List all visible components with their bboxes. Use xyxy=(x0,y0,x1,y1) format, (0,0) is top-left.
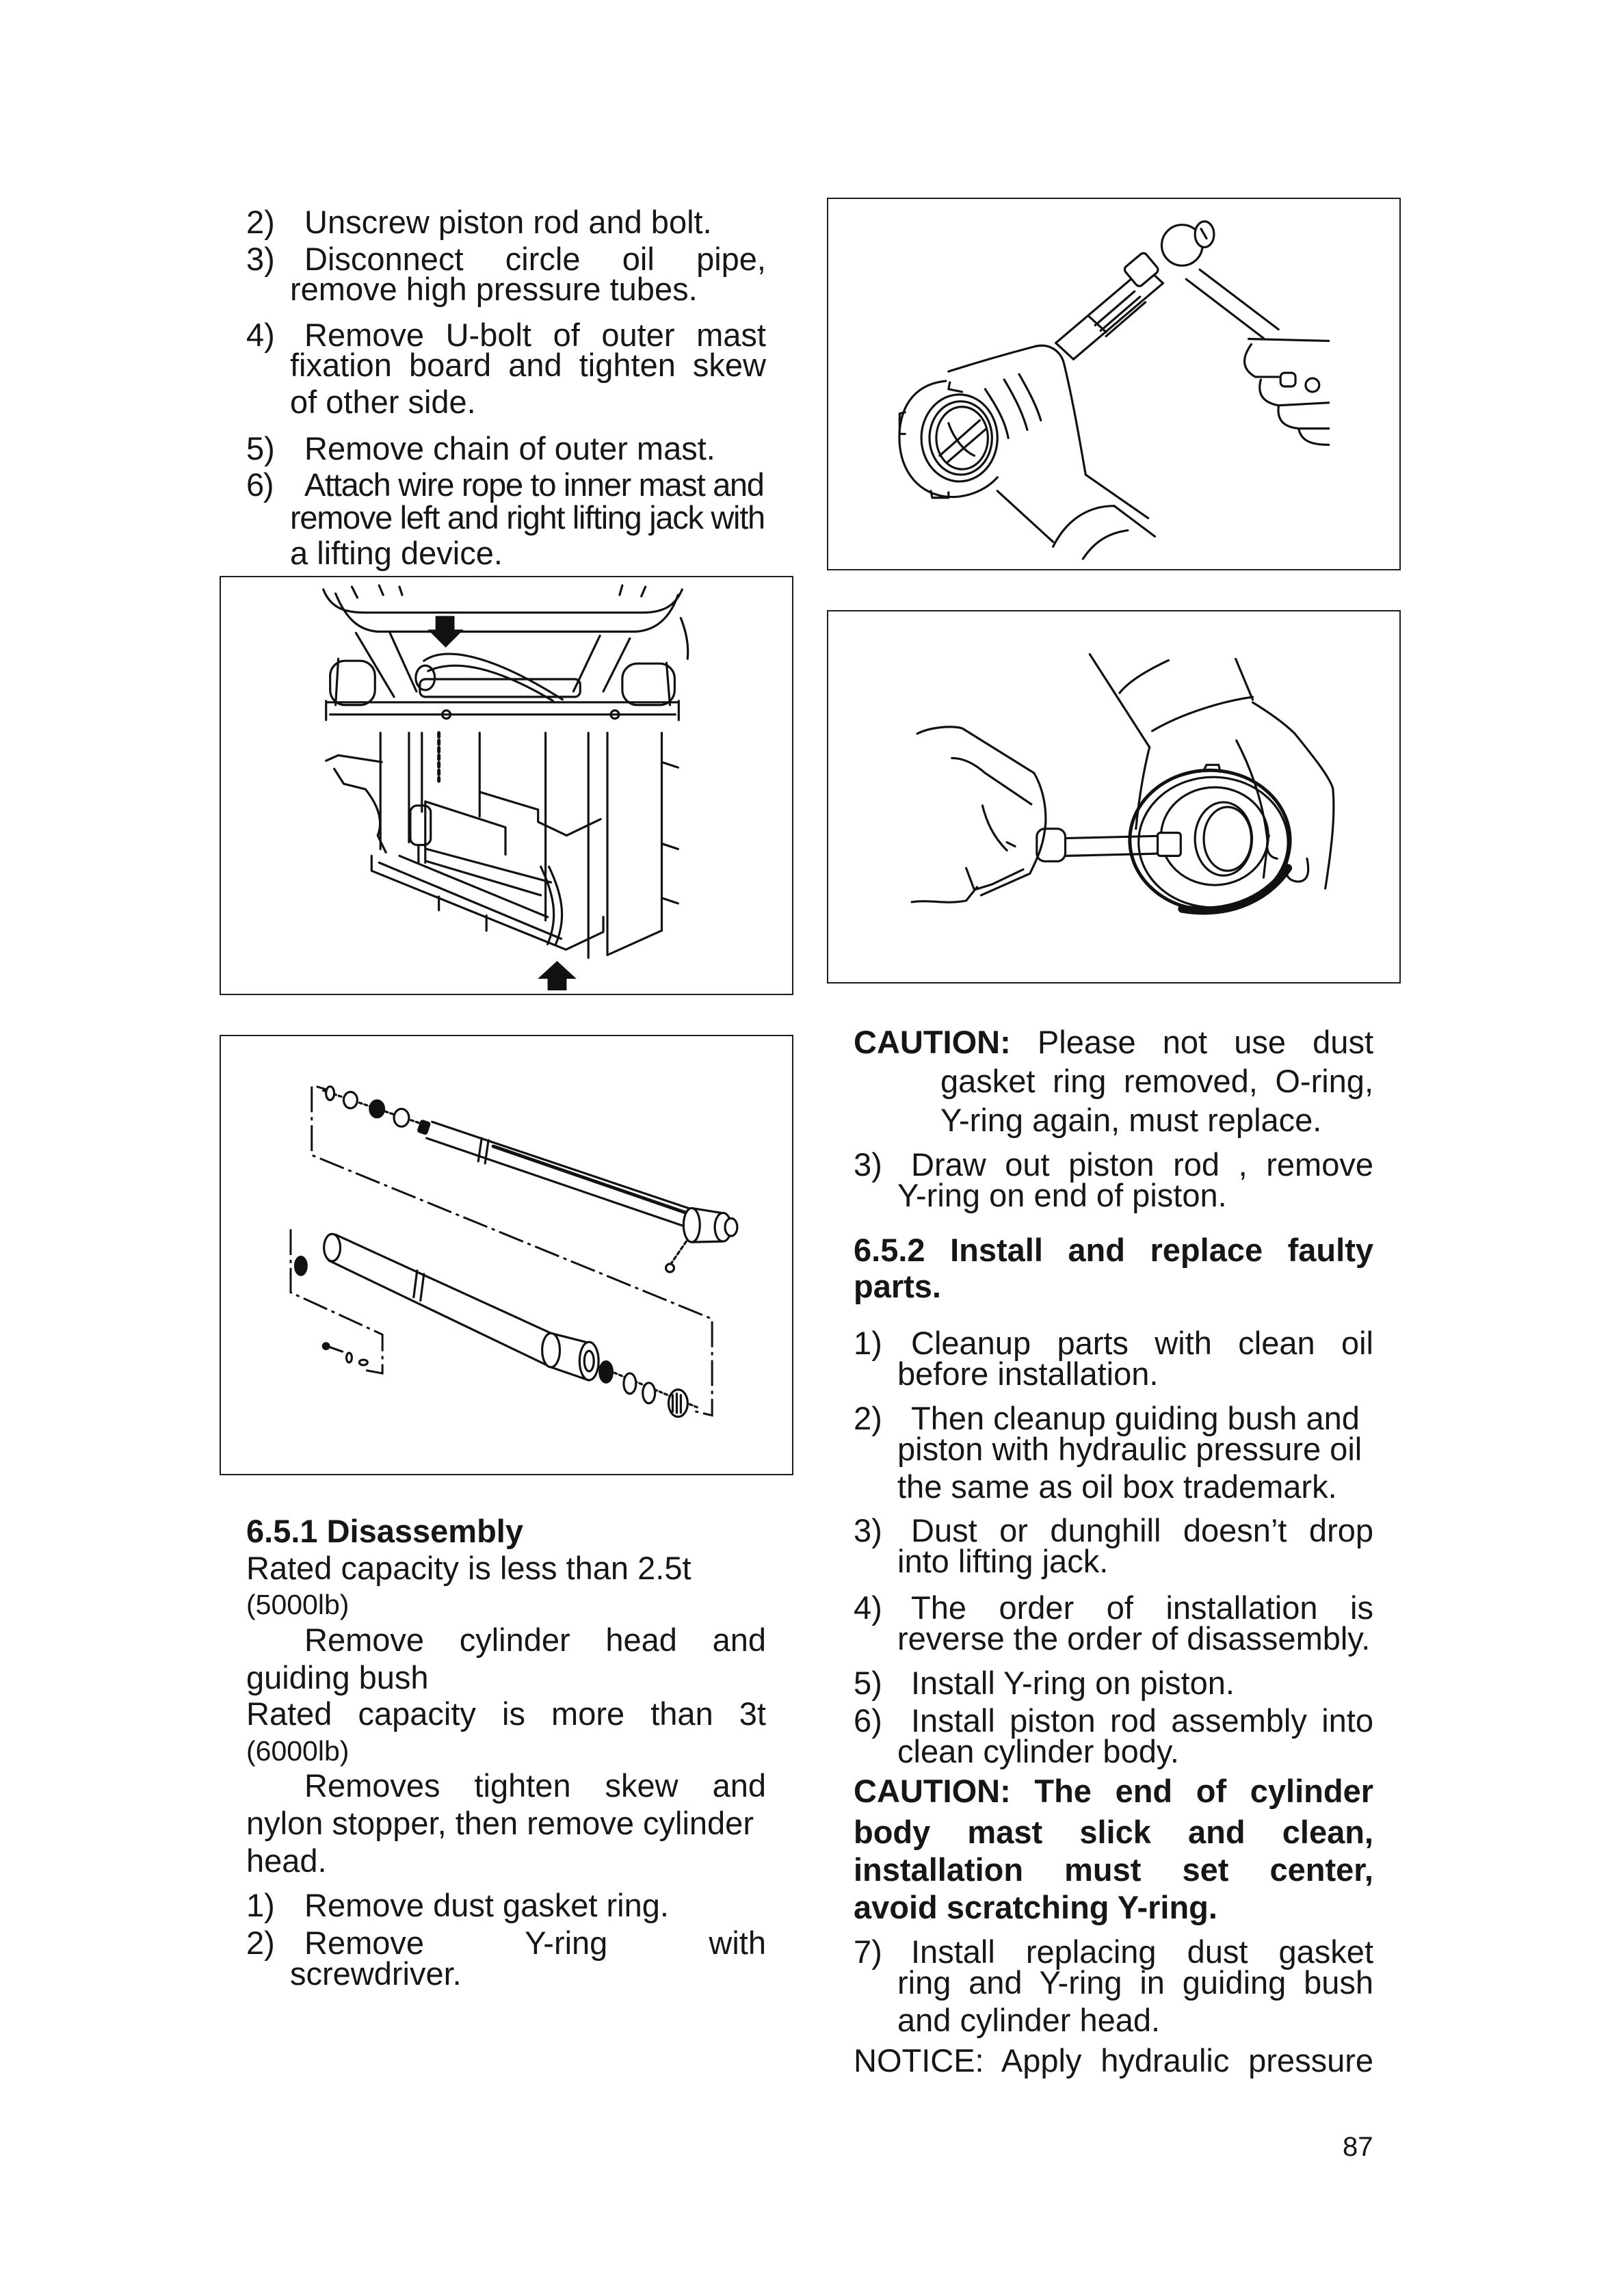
unit-text: (5000lb) xyxy=(246,1589,350,1620)
arrow-up-icon xyxy=(540,962,575,990)
notice-text: Apply hydraulic pressure xyxy=(1001,2042,1374,2079)
page-number: 87 xyxy=(1343,2132,1373,2162)
step-text: reverse the order of disassembly. xyxy=(897,1620,1371,1657)
step-3-continuation xyxy=(290,270,698,308)
mast-lifting-jack-illustration xyxy=(221,577,792,994)
step-6-continuation xyxy=(290,534,503,572)
step-text: Attach wire rope to inner mast and xyxy=(304,466,764,503)
step-text: the same as oil box trademark. xyxy=(897,1468,1337,1505)
caution-text: gasket ring removed, O-ring, xyxy=(940,1063,1373,1099)
section-heading-disassembly xyxy=(246,1512,523,1551)
caution-text: Please not use dust xyxy=(1037,1024,1373,1060)
caution-1-line xyxy=(854,1023,1373,1061)
wrench-cylinder-head-illustration xyxy=(828,199,1399,569)
step-text: ring and Y-ring in guiding bush xyxy=(897,1964,1373,2001)
install-step-1-continuation xyxy=(897,1355,1158,1393)
step-5-line xyxy=(246,430,715,468)
caution-text: Y-ring again, must replace. xyxy=(940,1102,1322,1138)
action-text: Removes tighten skew and xyxy=(304,1767,766,1804)
step-text: clean cylinder body. xyxy=(897,1733,1179,1769)
caution-text: body mast slick and clean, xyxy=(854,1814,1373,1850)
heading-text: 6.5.1 Disassembly xyxy=(246,1513,523,1549)
disassembly-step-1 xyxy=(246,1886,669,1925)
step-number: 2) xyxy=(246,204,275,240)
step-number: 3) xyxy=(854,1512,882,1548)
step-text: Cleanup parts with clean oil xyxy=(911,1325,1373,1361)
step-number: 5) xyxy=(246,430,275,466)
step-text: Install piston rod assembly into xyxy=(911,1702,1373,1739)
cylinder-exploded-illustration xyxy=(221,1036,792,1474)
step-text: Dust or dunghill doesn’t drop xyxy=(911,1512,1373,1548)
step-text: remove high pressure tubes. xyxy=(290,271,698,307)
step-number: 4) xyxy=(246,317,275,353)
step-number: 6) xyxy=(854,1702,882,1739)
install-step-7-continuation xyxy=(897,1964,1373,2002)
capacity-more-line xyxy=(246,1695,766,1733)
capacity-more-action xyxy=(246,1842,327,1880)
step-text: The order of installation is xyxy=(911,1589,1373,1626)
step-text: fixation board and tighten skew xyxy=(290,347,766,383)
capacity-text: Rated capacity is more than 3t xyxy=(246,1695,766,1732)
screwdriver-ring-illustration xyxy=(828,611,1399,982)
figure-mast-lifting-jack xyxy=(220,576,793,995)
section-heading-install xyxy=(854,1231,1373,1269)
step-text: Unscrew piston rod and bolt. xyxy=(304,204,712,240)
step-text: Remove chain of outer mast. xyxy=(304,430,715,466)
step-text: Then cleanup guiding bush and xyxy=(911,1400,1360,1436)
step-text: Draw out piston rod , remove xyxy=(911,1146,1373,1183)
step-number: 3) xyxy=(854,1146,882,1183)
step-number: 2) xyxy=(854,1400,882,1436)
install-step-5 xyxy=(854,1664,1235,1702)
step-4-continuation xyxy=(290,346,766,384)
capacity-more-action xyxy=(304,1767,766,1805)
notice-label: NOTICE: xyxy=(854,2042,984,2079)
capacity-less-action xyxy=(304,1621,766,1659)
install-step-3-continuation xyxy=(897,1542,1108,1581)
step-text: before installation. xyxy=(897,1356,1159,1392)
step-4-continuation xyxy=(290,383,476,421)
capacity-more-unit xyxy=(246,1732,349,1770)
step-text: Remove U-bolt of outer mast xyxy=(304,317,766,353)
caution-1-continuation xyxy=(940,1062,1373,1100)
figure-wrench-cylinder-head xyxy=(827,198,1401,570)
step-text: into lifting jack. xyxy=(897,1543,1109,1579)
step-6-continuation xyxy=(290,499,765,537)
figure-screwdriver-remove-ring xyxy=(827,610,1401,984)
disassembly-step-2-continuation xyxy=(290,1955,462,1993)
caution-text: avoid scratching Y-ring. xyxy=(854,1889,1217,1925)
arrow-down-icon xyxy=(430,617,462,647)
action-text: Remove cylinder head and xyxy=(304,1622,766,1658)
caution-text: installation must set center, xyxy=(854,1851,1373,1888)
heading-text: parts. xyxy=(854,1268,941,1304)
capacity-less-line xyxy=(246,1549,691,1587)
step-number: 7) xyxy=(854,1934,882,1970)
step-text: of other side. xyxy=(290,384,476,420)
step-text: Install Y-ring on piston. xyxy=(911,1665,1235,1701)
step-text: Disconnect circle oil pipe, xyxy=(304,241,766,277)
caution-label: CAUTION: xyxy=(854,1773,1011,1809)
step-number: 2) xyxy=(246,1925,275,1961)
step-text: and cylinder head. xyxy=(897,2002,1161,2038)
caution-2-line xyxy=(854,1772,1373,1810)
caution-label: CAUTION: xyxy=(854,1024,1011,1060)
step-number: 1) xyxy=(246,1887,275,1923)
step-number: 5) xyxy=(854,1665,882,1701)
step-text: Remove dust gasket ring. xyxy=(304,1887,669,1923)
caution-2-continuation xyxy=(854,1888,1217,1927)
step-text: Install replacing dust gasket xyxy=(911,1934,1373,1970)
step-2-line xyxy=(246,203,712,241)
action-text: nylon stopper, then remove cylinder xyxy=(246,1805,754,1841)
step-number: 3) xyxy=(246,241,275,277)
action-text: guiding bush xyxy=(246,1659,429,1695)
heading-text: 6.5.2 Install and replace faulty xyxy=(854,1232,1373,1268)
install-step-6-continuation xyxy=(897,1732,1179,1771)
install-step-2-continuation xyxy=(897,1468,1337,1506)
caution-1-continuation xyxy=(940,1101,1321,1139)
step-text: piston with hydraulic pressure oil xyxy=(897,1431,1362,1467)
step-text: screwdriver. xyxy=(290,1955,462,1992)
capacity-less-unit xyxy=(246,1585,349,1624)
install-step-2-continuation xyxy=(897,1430,1362,1468)
caution-2-continuation xyxy=(854,1851,1373,1889)
step-number: 6) xyxy=(246,466,274,503)
install-step-7-continuation xyxy=(897,2001,1160,2040)
capacity-more-action xyxy=(246,1804,754,1843)
notice-line xyxy=(854,2042,1373,2080)
step-text: a lifting device. xyxy=(290,535,503,571)
step-text: Y-ring on end of piston. xyxy=(897,1177,1227,1213)
section-heading-install-continuation xyxy=(854,1267,941,1306)
step-3-draw-out-continuation xyxy=(897,1176,1227,1215)
figure-cylinder-exploded-view xyxy=(220,1035,793,1475)
step-number: 1) xyxy=(854,1325,882,1361)
action-text: head. xyxy=(246,1843,327,1879)
unit-text: (6000lb) xyxy=(246,1735,350,1767)
step-text: Remove Y-ring with xyxy=(304,1925,766,1961)
step-number: 4) xyxy=(854,1589,882,1626)
install-step-4-continuation xyxy=(897,1620,1370,1658)
caution-2-continuation xyxy=(854,1813,1373,1851)
step-text: remove left and right lifting jack with xyxy=(290,499,765,536)
capacity-text: Rated capacity is less than 2.5t xyxy=(246,1550,691,1586)
caution-text: The end of cylinder xyxy=(1034,1773,1373,1809)
capacity-less-action xyxy=(246,1659,429,1697)
